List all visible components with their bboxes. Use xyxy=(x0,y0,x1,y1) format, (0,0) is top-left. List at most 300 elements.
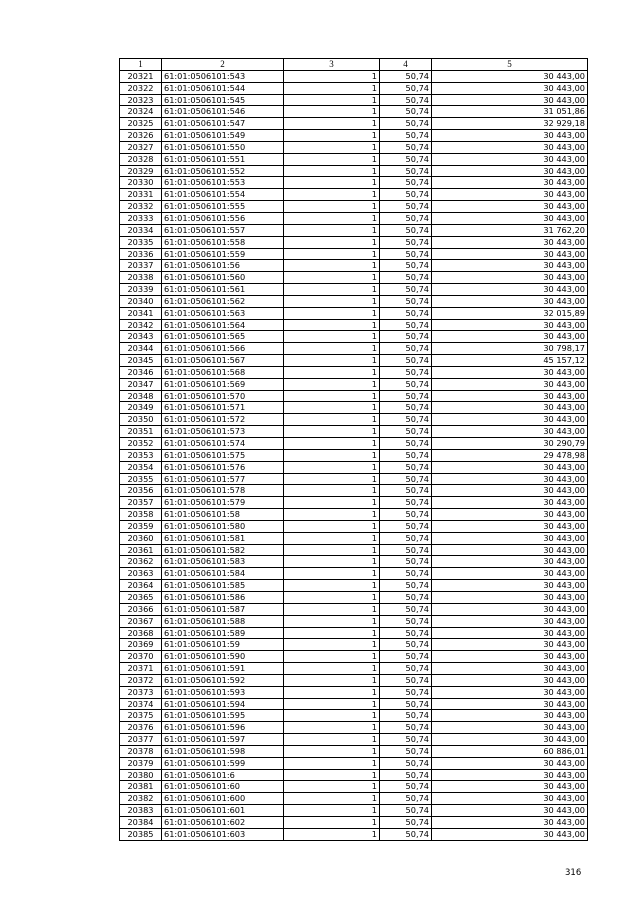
area-cell: 50,74 xyxy=(380,781,432,793)
count-cell: 1 xyxy=(284,94,380,106)
count-cell: 1 xyxy=(284,556,380,568)
row-number-cell: 20381 xyxy=(120,781,162,793)
table-row xyxy=(120,366,588,378)
count-cell: 1 xyxy=(284,485,380,497)
count-cell: 1 xyxy=(284,165,380,177)
table-row xyxy=(120,757,588,769)
table-row xyxy=(120,331,588,343)
row-number-cell: 20368 xyxy=(120,627,162,639)
cadastral-number-cell: 61:01:0506101:581 xyxy=(162,532,284,544)
cadastral-number-cell: 61:01:0506101:567 xyxy=(162,355,284,367)
area-cell: 50,74 xyxy=(380,390,432,402)
value-cell: 30 443,00 xyxy=(432,189,588,201)
table-row xyxy=(120,817,588,829)
count-cell: 1 xyxy=(284,118,380,130)
cadastral-number-cell: 61:01:0506101:551 xyxy=(162,153,284,165)
count-cell: 1 xyxy=(284,402,380,414)
value-cell: 30 443,00 xyxy=(432,698,588,710)
row-number-cell: 20385 xyxy=(120,828,162,840)
area-cell: 50,74 xyxy=(380,817,432,829)
count-cell: 1 xyxy=(284,390,380,402)
value-cell: 30 290,79 xyxy=(432,438,588,450)
row-number-cell: 20367 xyxy=(120,615,162,627)
row-number-cell: 20341 xyxy=(120,307,162,319)
row-number-cell: 20373 xyxy=(120,686,162,698)
cadastral-number-cell: 61:01:0506101:556 xyxy=(162,212,284,224)
value-cell: 30 443,00 xyxy=(432,580,588,592)
count-cell: 1 xyxy=(284,651,380,663)
count-cell: 1 xyxy=(284,757,380,769)
area-cell: 50,74 xyxy=(380,556,432,568)
value-cell: 30 443,00 xyxy=(432,651,588,663)
table-row xyxy=(120,568,588,580)
table-row xyxy=(120,698,588,710)
area-cell: 50,74 xyxy=(380,414,432,426)
count-cell: 1 xyxy=(284,544,380,556)
area-cell: 50,74 xyxy=(380,331,432,343)
cadastral-number-cell: 61:01:0506101:602 xyxy=(162,817,284,829)
cadastral-number-cell: 61:01:0506101:584 xyxy=(162,568,284,580)
table-row xyxy=(120,70,588,82)
area-cell: 50,74 xyxy=(380,674,432,686)
value-cell: 30 443,00 xyxy=(432,710,588,722)
table-row xyxy=(120,461,588,473)
row-number-cell: 20382 xyxy=(120,793,162,805)
row-number-cell: 20343 xyxy=(120,331,162,343)
count-cell: 1 xyxy=(284,603,380,615)
table-row xyxy=(120,236,588,248)
value-cell: 30 443,00 xyxy=(432,603,588,615)
count-cell: 1 xyxy=(284,366,380,378)
row-number-cell: 20352 xyxy=(120,438,162,450)
area-cell: 50,74 xyxy=(380,165,432,177)
area-cell: 50,74 xyxy=(380,805,432,817)
cadastral-number-cell: 61:01:0506101:599 xyxy=(162,757,284,769)
table-row xyxy=(120,651,588,663)
value-cell: 30 443,00 xyxy=(432,82,588,94)
table-row xyxy=(120,449,588,461)
value-cell: 30 443,00 xyxy=(432,544,588,556)
row-number-cell: 20334 xyxy=(120,224,162,236)
row-number-cell: 20322 xyxy=(120,82,162,94)
value-cell: 30 443,00 xyxy=(432,130,588,142)
count-cell: 1 xyxy=(284,248,380,260)
cadastral-number-cell: 61:01:0506101:588 xyxy=(162,615,284,627)
cadastral-number-cell: 61:01:0506101:595 xyxy=(162,710,284,722)
table-row xyxy=(120,426,588,438)
row-number-cell: 20336 xyxy=(120,248,162,260)
cadastral-number-cell: 61:01:0506101:546 xyxy=(162,106,284,118)
area-cell: 50,74 xyxy=(380,591,432,603)
area-cell: 50,74 xyxy=(380,627,432,639)
cadastral-number-cell: 61:01:0506101:557 xyxy=(162,224,284,236)
count-cell: 1 xyxy=(284,722,380,734)
table-body xyxy=(120,70,588,840)
value-cell: 32 929,18 xyxy=(432,118,588,130)
value-cell: 30 443,00 xyxy=(432,639,588,651)
row-number-cell: 20354 xyxy=(120,461,162,473)
row-number-cell: 20364 xyxy=(120,580,162,592)
value-cell: 30 443,00 xyxy=(432,473,588,485)
area-cell: 50,74 xyxy=(380,355,432,367)
count-cell: 1 xyxy=(284,710,380,722)
table-row xyxy=(120,781,588,793)
table-row xyxy=(120,520,588,532)
row-number-cell: 20327 xyxy=(120,141,162,153)
row-number-cell: 20383 xyxy=(120,805,162,817)
value-cell: 30 443,00 xyxy=(432,520,588,532)
cadastral-number-cell: 61:01:0506101:559 xyxy=(162,248,284,260)
count-cell: 1 xyxy=(284,343,380,355)
count-cell: 1 xyxy=(284,805,380,817)
count-cell: 1 xyxy=(284,284,380,296)
count-cell: 1 xyxy=(284,639,380,651)
area-cell: 50,74 xyxy=(380,580,432,592)
table-row xyxy=(120,627,588,639)
area-cell: 50,74 xyxy=(380,260,432,272)
count-cell: 1 xyxy=(284,532,380,544)
value-cell: 30 443,00 xyxy=(432,236,588,248)
value-cell: 29 478,98 xyxy=(432,449,588,461)
value-cell: 30 443,00 xyxy=(432,378,588,390)
cadastral-number-cell: 61:01:0506101:576 xyxy=(162,461,284,473)
count-cell: 1 xyxy=(284,580,380,592)
cadastral-number-cell: 61:01:0506101:553 xyxy=(162,177,284,189)
value-cell: 30 443,00 xyxy=(432,663,588,675)
cadastral-number-cell: 61:01:0506101:596 xyxy=(162,722,284,734)
table-row xyxy=(120,141,588,153)
value-cell: 60 886,01 xyxy=(432,745,588,757)
count-cell: 1 xyxy=(284,615,380,627)
table-row xyxy=(120,307,588,319)
row-number-cell: 20350 xyxy=(120,414,162,426)
table-row xyxy=(120,639,588,651)
area-cell: 50,74 xyxy=(380,201,432,213)
value-cell: 30 443,00 xyxy=(432,805,588,817)
table-row xyxy=(120,544,588,556)
table-row xyxy=(120,106,588,118)
table-row xyxy=(120,319,588,331)
count-cell: 1 xyxy=(284,568,380,580)
area-cell: 50,74 xyxy=(380,745,432,757)
table-row xyxy=(120,272,588,284)
count-cell: 1 xyxy=(284,212,380,224)
table-row xyxy=(120,722,588,734)
value-cell: 30 443,00 xyxy=(432,722,588,734)
row-number-cell: 20328 xyxy=(120,153,162,165)
area-cell: 50,74 xyxy=(380,734,432,746)
value-cell: 30 443,00 xyxy=(432,686,588,698)
table-row xyxy=(120,355,588,367)
cadastral-number-cell: 61:01:0506101:568 xyxy=(162,366,284,378)
count-cell: 1 xyxy=(284,307,380,319)
value-cell: 30 443,00 xyxy=(432,769,588,781)
table-row xyxy=(120,615,588,627)
cadastral-number-cell: 61:01:0506101:6 xyxy=(162,769,284,781)
table-row xyxy=(120,130,588,142)
area-cell: 50,74 xyxy=(380,307,432,319)
value-cell: 30 443,00 xyxy=(432,817,588,829)
row-number-cell: 20353 xyxy=(120,449,162,461)
area-cell: 50,74 xyxy=(380,378,432,390)
cadastral-number-cell: 61:01:0506101:566 xyxy=(162,343,284,355)
value-cell: 30 443,00 xyxy=(432,284,588,296)
table-row xyxy=(120,509,588,521)
count-cell: 1 xyxy=(284,141,380,153)
value-cell: 30 443,00 xyxy=(432,177,588,189)
table-row xyxy=(120,201,588,213)
table-row xyxy=(120,769,588,781)
row-number-cell: 20344 xyxy=(120,343,162,355)
cadastral-number-cell: 61:01:0506101:565 xyxy=(162,331,284,343)
row-number-cell: 20365 xyxy=(120,591,162,603)
value-cell: 30 443,00 xyxy=(432,426,588,438)
count-cell: 1 xyxy=(284,461,380,473)
value-cell: 30 443,00 xyxy=(432,295,588,307)
value-cell: 30 443,00 xyxy=(432,497,588,509)
table-row xyxy=(120,674,588,686)
value-cell: 30 443,00 xyxy=(432,248,588,260)
row-number-cell: 20357 xyxy=(120,497,162,509)
value-cell: 30 443,00 xyxy=(432,532,588,544)
area-cell: 50,74 xyxy=(380,485,432,497)
cadastral-number-cell: 61:01:0506101:603 xyxy=(162,828,284,840)
area-cell: 50,74 xyxy=(380,248,432,260)
count-cell: 1 xyxy=(284,449,380,461)
row-number-cell: 20340 xyxy=(120,295,162,307)
cadastral-number-cell: 61:01:0506101:569 xyxy=(162,378,284,390)
row-number-cell: 20376 xyxy=(120,722,162,734)
value-cell: 30 443,00 xyxy=(432,366,588,378)
value-cell: 30 798,17 xyxy=(432,343,588,355)
count-cell: 1 xyxy=(284,698,380,710)
row-number-cell: 20348 xyxy=(120,390,162,402)
value-cell: 30 443,00 xyxy=(432,390,588,402)
area-cell: 50,74 xyxy=(380,603,432,615)
count-cell: 1 xyxy=(284,414,380,426)
value-cell: 31 051,86 xyxy=(432,106,588,118)
cadastral-number-cell: 61:01:0506101:583 xyxy=(162,556,284,568)
count-cell: 1 xyxy=(284,520,380,532)
area-cell: 50,74 xyxy=(380,106,432,118)
area-cell: 50,74 xyxy=(380,189,432,201)
value-cell: 30 443,00 xyxy=(432,556,588,568)
value-cell: 30 443,00 xyxy=(432,509,588,521)
value-cell: 30 443,00 xyxy=(432,70,588,82)
count-cell: 1 xyxy=(284,70,380,82)
count-cell: 1 xyxy=(284,236,380,248)
cadastral-number-cell: 61:01:0506101:547 xyxy=(162,118,284,130)
cadastral-number-cell: 61:01:0506101:591 xyxy=(162,663,284,675)
row-number-cell: 20384 xyxy=(120,817,162,829)
value-cell: 30 443,00 xyxy=(432,793,588,805)
area-cell: 50,74 xyxy=(380,284,432,296)
area-cell: 50,74 xyxy=(380,343,432,355)
cadastral-number-cell: 61:01:0506101:570 xyxy=(162,390,284,402)
column-header-4: 4 xyxy=(380,59,432,71)
area-cell: 50,74 xyxy=(380,449,432,461)
area-cell: 50,74 xyxy=(380,710,432,722)
value-cell: 30 443,00 xyxy=(432,272,588,284)
count-cell: 1 xyxy=(284,817,380,829)
table-row xyxy=(120,745,588,757)
area-cell: 50,74 xyxy=(380,177,432,189)
table-row xyxy=(120,485,588,497)
cadastral-number-cell: 61:01:0506101:558 xyxy=(162,236,284,248)
cadastral-number-cell: 61:01:0506101:59 xyxy=(162,639,284,651)
count-cell: 1 xyxy=(284,272,380,284)
row-number-cell: 20339 xyxy=(120,284,162,296)
count-cell: 1 xyxy=(284,663,380,675)
value-cell: 30 443,00 xyxy=(432,757,588,769)
cadastral-number-cell: 61:01:0506101:552 xyxy=(162,165,284,177)
row-number-cell: 20378 xyxy=(120,745,162,757)
row-number-cell: 20361 xyxy=(120,544,162,556)
value-cell: 45 157,12 xyxy=(432,355,588,367)
row-number-cell: 20337 xyxy=(120,260,162,272)
table-row xyxy=(120,189,588,201)
table-row xyxy=(120,580,588,592)
count-cell: 1 xyxy=(284,591,380,603)
count-cell: 1 xyxy=(284,331,380,343)
count-cell: 1 xyxy=(284,828,380,840)
value-cell: 30 443,00 xyxy=(432,568,588,580)
value-cell: 30 443,00 xyxy=(432,734,588,746)
cadastral-number-cell: 61:01:0506101:592 xyxy=(162,674,284,686)
table-row xyxy=(120,473,588,485)
count-cell: 1 xyxy=(284,106,380,118)
table-row xyxy=(120,828,588,840)
cadastral-number-cell: 61:01:0506101:560 xyxy=(162,272,284,284)
cadastral-number-cell: 61:01:0506101:544 xyxy=(162,82,284,94)
area-cell: 50,74 xyxy=(380,793,432,805)
area-cell: 50,74 xyxy=(380,663,432,675)
table-row xyxy=(120,295,588,307)
table-row xyxy=(120,343,588,355)
count-cell: 1 xyxy=(284,153,380,165)
cadastral-number-cell: 61:01:0506101:573 xyxy=(162,426,284,438)
row-number-cell: 20362 xyxy=(120,556,162,568)
row-number-cell: 20330 xyxy=(120,177,162,189)
table-row xyxy=(120,378,588,390)
row-number-cell: 20349 xyxy=(120,402,162,414)
area-cell: 50,74 xyxy=(380,544,432,556)
count-cell: 1 xyxy=(284,130,380,142)
area-cell: 50,74 xyxy=(380,130,432,142)
row-number-cell: 20342 xyxy=(120,319,162,331)
table-row xyxy=(120,793,588,805)
table-row xyxy=(120,556,588,568)
cadastral-number-cell: 61:01:0506101:561 xyxy=(162,284,284,296)
value-cell: 30 443,00 xyxy=(432,94,588,106)
value-cell: 30 443,00 xyxy=(432,402,588,414)
page-number: 316 xyxy=(565,868,582,878)
area-cell: 50,74 xyxy=(380,272,432,284)
column-header-5: 5 xyxy=(432,59,588,71)
area-cell: 50,74 xyxy=(380,82,432,94)
table-row xyxy=(120,402,588,414)
table-row xyxy=(120,94,588,106)
row-number-cell: 20332 xyxy=(120,201,162,213)
count-cell: 1 xyxy=(284,769,380,781)
area-cell: 50,74 xyxy=(380,94,432,106)
count-cell: 1 xyxy=(284,627,380,639)
count-cell: 1 xyxy=(284,497,380,509)
row-number-cell: 20347 xyxy=(120,378,162,390)
cadastral-number-cell: 61:01:0506101:562 xyxy=(162,295,284,307)
column-header-1: 1 xyxy=(120,59,162,71)
cadastral-number-cell: 61:01:0506101:577 xyxy=(162,473,284,485)
column-header-3: 3 xyxy=(284,59,380,71)
row-number-cell: 20359 xyxy=(120,520,162,532)
column-header-2: 2 xyxy=(162,59,284,71)
table-row xyxy=(120,710,588,722)
row-number-cell: 20377 xyxy=(120,734,162,746)
cadastral-number-cell: 61:01:0506101:597 xyxy=(162,734,284,746)
area-cell: 50,74 xyxy=(380,568,432,580)
table-row xyxy=(120,165,588,177)
cadastral-number-cell: 61:01:0506101:572 xyxy=(162,414,284,426)
count-cell: 1 xyxy=(284,82,380,94)
cadastral-number-cell: 61:01:0506101:579 xyxy=(162,497,284,509)
cadastral-number-cell: 61:01:0506101:601 xyxy=(162,805,284,817)
value-cell: 30 443,00 xyxy=(432,141,588,153)
area-cell: 50,74 xyxy=(380,686,432,698)
row-number-cell: 20360 xyxy=(120,532,162,544)
count-cell: 1 xyxy=(284,426,380,438)
table-row xyxy=(120,591,588,603)
row-number-cell: 20324 xyxy=(120,106,162,118)
value-cell: 30 443,00 xyxy=(432,485,588,497)
cadastral-number-cell: 61:01:0506101:575 xyxy=(162,449,284,461)
area-cell: 50,74 xyxy=(380,828,432,840)
table-row xyxy=(120,497,588,509)
table-row xyxy=(120,212,588,224)
count-cell: 1 xyxy=(284,674,380,686)
cadastral-number-cell: 61:01:0506101:582 xyxy=(162,544,284,556)
cadastral-number-cell: 61:01:0506101:58 xyxy=(162,509,284,521)
area-cell: 50,74 xyxy=(380,438,432,450)
row-number-cell: 20375 xyxy=(120,710,162,722)
row-number-cell: 20326 xyxy=(120,130,162,142)
count-cell: 1 xyxy=(284,355,380,367)
cadastral-number-cell: 61:01:0506101:555 xyxy=(162,201,284,213)
table-row xyxy=(120,248,588,260)
table-row xyxy=(120,414,588,426)
table-row xyxy=(120,284,588,296)
row-number-cell: 20355 xyxy=(120,473,162,485)
table-row xyxy=(120,118,588,130)
area-cell: 50,74 xyxy=(380,461,432,473)
cadastral-number-cell: 61:01:0506101:580 xyxy=(162,520,284,532)
area-cell: 50,74 xyxy=(380,769,432,781)
value-cell: 30 443,00 xyxy=(432,615,588,627)
table-row xyxy=(120,603,588,615)
value-cell: 30 443,00 xyxy=(432,212,588,224)
row-number-cell: 20345 xyxy=(120,355,162,367)
cadastral-number-cell: 61:01:0506101:589 xyxy=(162,627,284,639)
area-cell: 50,74 xyxy=(380,722,432,734)
row-number-cell: 20358 xyxy=(120,509,162,521)
cadastral-number-cell: 61:01:0506101:554 xyxy=(162,189,284,201)
table-row xyxy=(120,177,588,189)
cadastral-number-cell: 61:01:0506101:550 xyxy=(162,141,284,153)
cadastral-number-cell: 61:01:0506101:598 xyxy=(162,745,284,757)
row-number-cell: 20323 xyxy=(120,94,162,106)
table-row xyxy=(120,224,588,236)
area-cell: 50,74 xyxy=(380,402,432,414)
row-number-cell: 20366 xyxy=(120,603,162,615)
